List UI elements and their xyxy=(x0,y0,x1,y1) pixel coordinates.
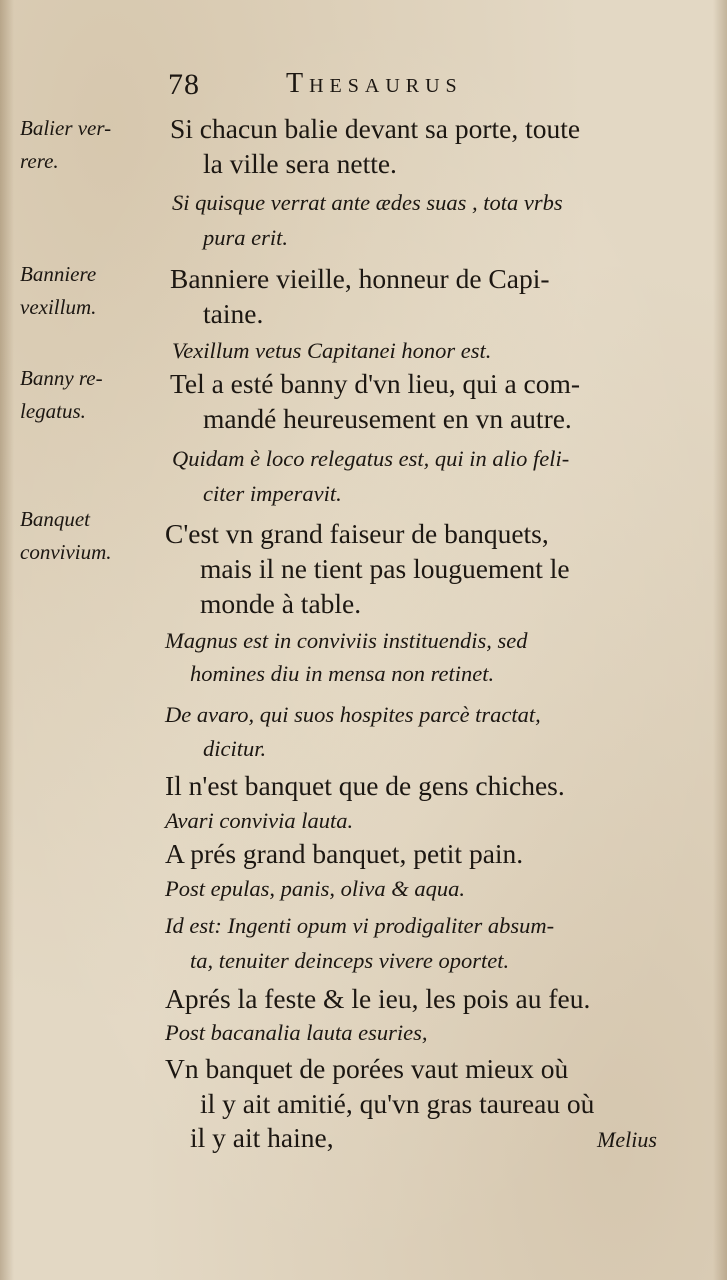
page-edge-left xyxy=(0,0,14,1280)
text-line: Si quisque verrat ante ædes suas , tota vrbs xyxy=(172,190,563,215)
page-number: 78 xyxy=(168,68,200,101)
text-line: taine. xyxy=(203,298,264,329)
text-line: dicitur. xyxy=(203,736,267,761)
margin-note: Banniere xyxy=(20,262,97,286)
text-line: Banniere vieille, honneur de Capi- xyxy=(170,263,550,294)
margin-note: vexillum. xyxy=(20,295,97,319)
text-line: mandé heureusement en vn autre. xyxy=(203,403,572,434)
margin-note: Banny re- xyxy=(20,366,103,390)
text-line: Vexillum vetus Capitanei honor est. xyxy=(172,338,492,363)
margin-note: convivium. xyxy=(20,540,112,564)
text-line: Il n'est banquet que de gens chiches. xyxy=(165,770,565,801)
text-line: pura erit. xyxy=(203,225,289,250)
margin-note: Banquet xyxy=(20,507,90,531)
text-line: Post bacanalia lauta esuries, xyxy=(165,1020,428,1045)
text-line: il y ait amitié, qu'vn gras taureau où xyxy=(200,1088,595,1119)
running-title: Thesaurus xyxy=(286,68,463,99)
text-line: monde à table. xyxy=(200,588,362,619)
text-line: Quidam è loco relegatus est, qui in alio feli- xyxy=(172,446,570,471)
catchword: Melius xyxy=(597,1127,657,1152)
text-line: Vn banquet de porées vaut mieux où xyxy=(165,1053,569,1084)
margin-note: legatus. xyxy=(20,399,86,423)
text-line: Aprés la feste & le ieu, les pois au feu. xyxy=(165,983,591,1014)
text-line: la ville sera nette. xyxy=(203,148,397,179)
text-line: mais il ne tient pas louguement le xyxy=(200,553,570,584)
text-line: citer imperavit. xyxy=(203,481,342,506)
text-line: Si chacun balie devant sa porte, toute xyxy=(170,113,581,144)
text-line: Avari convivia lauta. xyxy=(165,808,354,833)
text-line: Tel a esté banny d'vn lieu, qui a com- xyxy=(170,368,581,399)
text-line: il y ait haine, xyxy=(190,1122,334,1153)
text-line: homines diu in mensa non retinet. xyxy=(190,661,495,686)
page-header xyxy=(0,68,727,108)
text-line: Post epulas, panis, oliva & aqua. xyxy=(165,876,465,901)
page-edge-right xyxy=(713,0,727,1280)
margin-note: Balier ver- xyxy=(20,116,112,140)
text-line: C'est vn grand faiseur de banquets, xyxy=(165,518,549,549)
margin-note: rere. xyxy=(20,149,59,173)
text-line: A prés grand banquet, petit pain. xyxy=(165,838,524,869)
text-line: Magnus est in conviviis instituendis, sed xyxy=(165,628,528,653)
text-line: Id est: Ingenti opum vi prodigaliter absum- xyxy=(165,913,555,938)
text-line: De avaro, qui suos hospites parcè tractat, xyxy=(165,702,541,727)
text-line: ta, tenuiter deinceps vivere oportet. xyxy=(190,948,510,973)
